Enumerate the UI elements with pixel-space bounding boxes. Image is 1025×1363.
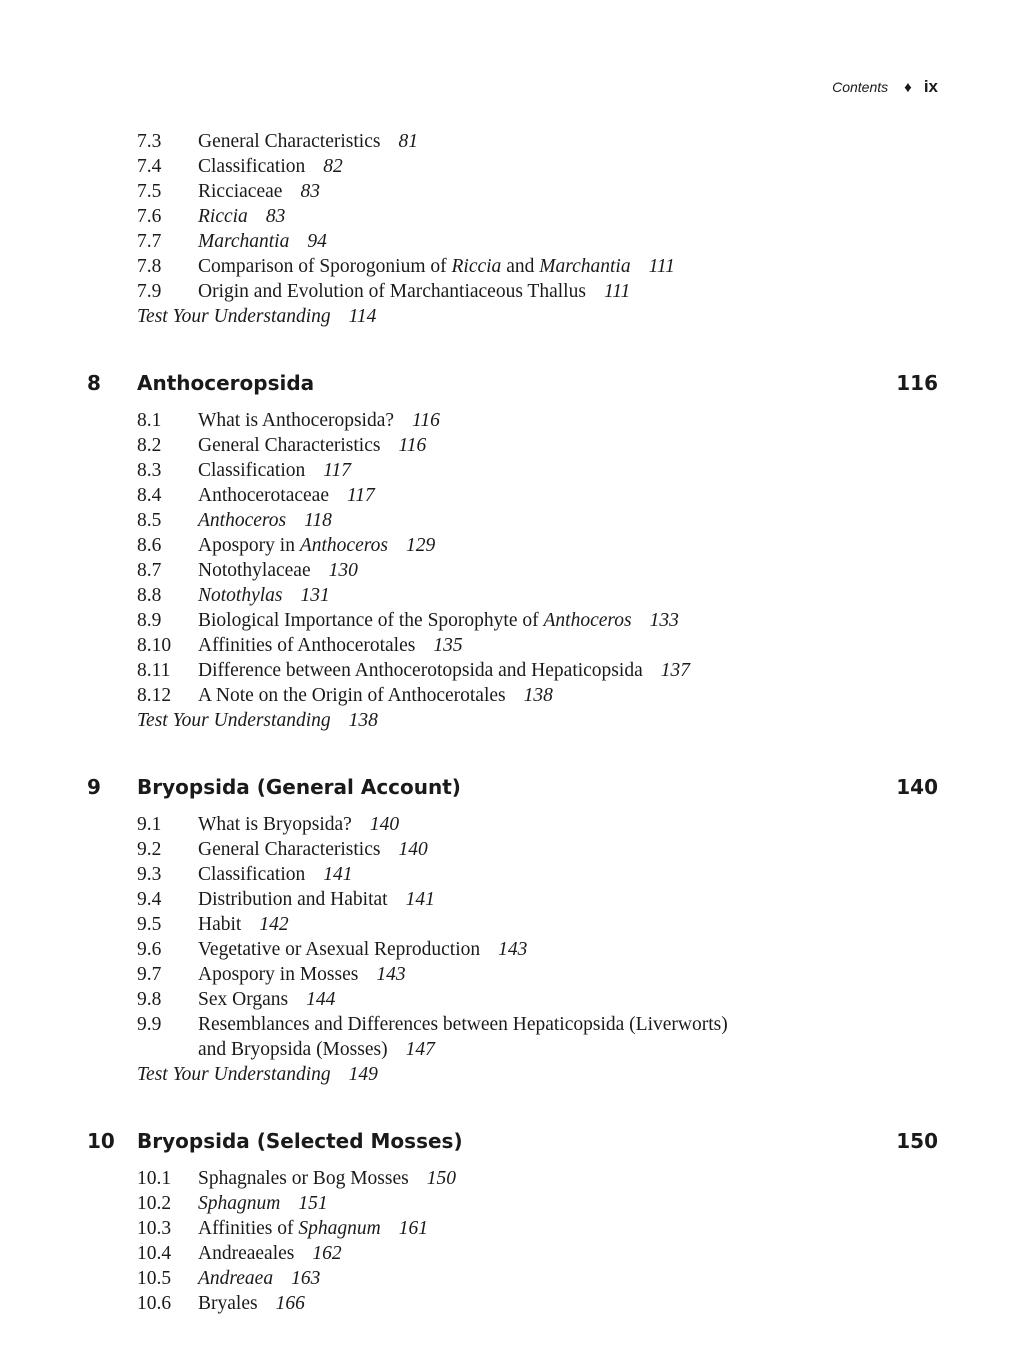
entry-page: 151 (298, 1193, 328, 1214)
entry-number: 10.2 (137, 1193, 172, 1214)
entry-number: 8.5 (137, 510, 162, 531)
toc-entry (137, 1166, 456, 1191)
entry-title: Affinities of (198, 1218, 299, 1239)
entry-page: 138 (523, 685, 553, 706)
entry-number: 8.9 (137, 610, 162, 631)
entry-title: Sphagnales or Bog Mosses (198, 1168, 409, 1189)
chapter-heading (87, 1127, 938, 1155)
toc-entry (137, 558, 358, 583)
entry-number: 9.2 (137, 839, 162, 860)
entry-title: What is Bryopsida? (198, 814, 352, 835)
toc-entry (137, 1216, 428, 1241)
running-head (832, 77, 938, 97)
entry-number: 8.3 (137, 460, 162, 481)
chapter-page: 116 (896, 371, 938, 395)
toc-entry (137, 254, 675, 279)
entry-page: 140 (369, 814, 400, 835)
entry-title: Origin and Evolution of Marchantiaceous Thallus (198, 281, 586, 302)
entry-title: Difference between Anthocerotopsida and Hepaticopsida (198, 660, 643, 681)
entry-title: General Characteristics (198, 435, 381, 456)
entry-number: 7.4 (137, 156, 162, 177)
entry-title: Anthoceros (543, 610, 632, 631)
toc-entry (198, 1037, 435, 1062)
entry-number: 8.6 (137, 535, 162, 556)
toc-entry (137, 658, 690, 683)
entry-number: 7.5 (137, 181, 162, 202)
entry-number: 8.10 (137, 635, 172, 656)
entry-page: 162 (312, 1243, 342, 1264)
entry-page: 166 (275, 1293, 305, 1314)
running-head-label: Contents (832, 79, 889, 95)
toc-entry (137, 683, 553, 708)
toc-entry (137, 154, 343, 179)
toc-entry (137, 812, 399, 837)
toc-entry (137, 912, 289, 937)
test-page: 138 (348, 710, 378, 731)
entry-page: 111 (603, 281, 631, 302)
entry-number: 7.8 (137, 256, 162, 277)
test-your-understanding (137, 1062, 378, 1087)
entry-number: 7.9 (137, 281, 162, 302)
entry-page: 83 (300, 181, 320, 202)
entry-page: 142 (259, 914, 289, 935)
toc-entry (137, 204, 285, 229)
toc-entry (137, 937, 527, 962)
diamond-icon: ♦ (904, 79, 912, 96)
toc-entry (137, 433, 426, 458)
entry-title: Classification (198, 864, 306, 885)
toc-entry (137, 483, 375, 508)
entry-page: 141 (323, 864, 353, 885)
entry-number: 9.8 (137, 989, 162, 1010)
entry-page: 143 (376, 964, 406, 985)
entry-title: Apospory in Mosses (198, 964, 359, 985)
entry-page: 82 (323, 156, 343, 177)
entry-page: 141 (405, 889, 435, 910)
test-your-understanding (137, 304, 376, 329)
toc-entry (137, 179, 320, 204)
entry-title: Andreaea (198, 1268, 274, 1289)
entry-title: Andreaeales (198, 1243, 295, 1264)
toc-entry (137, 279, 630, 304)
toc-entry (137, 583, 330, 608)
entry-page: 161 (398, 1218, 428, 1239)
test-your-understanding (137, 708, 378, 733)
entry-number: 10.4 (137, 1243, 172, 1264)
entry-number: 9.3 (137, 864, 162, 885)
entry-title: Riccia (451, 256, 502, 277)
entry-page: 118 (304, 510, 332, 531)
entry-page: 135 (433, 635, 463, 656)
entry-title: Anthoceros (198, 510, 287, 531)
entry-number: 9.6 (137, 939, 162, 960)
test-label: Test Your Understanding (137, 306, 331, 327)
entry-page: 150 (426, 1168, 456, 1189)
entry-title: Ricciaceae (198, 181, 283, 202)
entry-title: and Bryopsida (Mosses) (198, 1039, 388, 1060)
entry-number: 8.7 (137, 560, 162, 581)
entry-title: Sphagnum (198, 1193, 281, 1214)
entry-title: General Characteristics (198, 839, 381, 860)
entry-title: Anthocerotaceae (198, 485, 329, 506)
entry-title: and (501, 256, 540, 277)
entry-page: 117 (323, 460, 352, 481)
toc-entry (137, 129, 418, 154)
entry-title: General Characteristics (198, 131, 381, 152)
entry-page: 81 (398, 131, 418, 152)
entry-number: 10.6 (137, 1293, 172, 1314)
entry-number: 9.5 (137, 914, 162, 935)
entry-number: 10.5 (137, 1268, 172, 1289)
chapter-title: Bryopsida (Selected Mosses) (137, 1129, 463, 1153)
entry-title: Marchantia (539, 256, 631, 277)
entry-page: 163 (291, 1268, 321, 1289)
chapter-heading (87, 369, 938, 397)
toc-entry (137, 1191, 328, 1216)
entry-number: 10.1 (137, 1168, 172, 1189)
toc-entry (137, 862, 352, 887)
entry-title: Anthoceros (299, 535, 388, 556)
entry-page: 129 (405, 535, 436, 556)
entry-title: Notothylas (198, 585, 283, 606)
toc-entry (137, 508, 332, 533)
test-label: Test Your Understanding (137, 710, 331, 731)
entry-page: 117 (347, 485, 375, 506)
toc-entry (137, 408, 440, 433)
entry-number: 8.11 (137, 660, 171, 681)
entry-title: Vegetative or Asexual Reproduction (198, 939, 481, 960)
entry-page: 116 (412, 410, 440, 431)
entry-number: 9.4 (137, 889, 162, 910)
entry-page: 131 (300, 585, 330, 606)
entry-number: 7.6 (137, 206, 162, 227)
toc-entry (137, 229, 327, 254)
entry-page: 83 (265, 206, 286, 227)
toc-entry (137, 608, 679, 633)
entry-page: 143 (498, 939, 528, 960)
toc-entry (137, 1291, 305, 1316)
entry-number: 7.3 (137, 131, 162, 152)
entry-page: 111 (648, 256, 675, 277)
chapter-page: 140 (896, 775, 938, 799)
entry-title: Distribution and Habitat (198, 889, 388, 910)
entry-title: Sex Organs (198, 989, 289, 1010)
entry-title: Resemblances and Differences between Hepaticopsida (Liverworts) (198, 1014, 728, 1035)
test-label: Test Your Understanding (137, 1064, 331, 1085)
chapter-number: 10 (87, 1129, 115, 1153)
chapter-title: Bryopsida (General Account) (137, 775, 461, 799)
entry-number: 9.9 (137, 1014, 162, 1035)
toc-entry (137, 1266, 320, 1291)
entry-number: 9.1 (137, 814, 162, 835)
chapter-title: Anthoceropsida (137, 371, 315, 395)
test-page: 149 (348, 1064, 378, 1085)
entry-page: 144 (306, 989, 336, 1010)
entry-title: Riccia (198, 206, 248, 227)
toc-entry (137, 837, 428, 862)
entry-title: Sphagnum (298, 1218, 381, 1239)
entry-number: 8.2 (137, 435, 162, 456)
entry-page: 133 (649, 610, 679, 631)
chapter-page: 150 (896, 1129, 938, 1153)
entry-title: Bryales (198, 1293, 258, 1314)
entry-page: 140 (398, 839, 428, 860)
toc-entry (137, 987, 335, 1012)
entry-title: Notothylaceae (198, 560, 311, 581)
toc-entry (137, 1241, 342, 1266)
toc-entry (137, 962, 406, 987)
page-number: ix (923, 77, 938, 96)
entry-number: 8.8 (137, 585, 162, 606)
entry-title: Marchantia (198, 231, 290, 252)
entry-number: 7.7 (137, 231, 162, 252)
entry-title: Apospory in (198, 535, 300, 556)
entry-number: 8.4 (137, 485, 162, 506)
entry-page: 137 (660, 660, 690, 681)
entry-number: 9.7 (137, 964, 162, 985)
chapter-heading (87, 773, 938, 801)
entry-title: Affinities of Anthocerotales (198, 635, 416, 656)
chapter-number: 9 (87, 775, 101, 799)
entry-title: Biological Importance of the Sporophyte of (198, 610, 544, 631)
entry-title: Classification (198, 156, 306, 177)
entry-title: Classification (198, 460, 306, 481)
test-page: 114 (348, 306, 377, 327)
entry-number: 8.1 (137, 410, 162, 431)
chapter-number: 8 (87, 371, 101, 395)
toc-entry (137, 887, 435, 912)
entry-page: 147 (405, 1039, 435, 1060)
toc-entry (137, 633, 463, 658)
entry-number: 8.12 (137, 685, 172, 706)
entry-title: Comparison of Sporogonium of (198, 256, 452, 277)
toc-entry (137, 1012, 728, 1037)
entry-title: What is Anthoceropsida? (198, 410, 395, 431)
entry-title: Habit (198, 914, 242, 935)
toc-entry (137, 533, 435, 558)
entry-page: 130 (328, 560, 358, 581)
toc-entry (137, 458, 351, 483)
entry-number: 10.3 (137, 1218, 172, 1239)
entry-page: 94 (307, 231, 327, 252)
entry-page: 116 (398, 435, 427, 456)
entry-title: A Note on the Origin of Anthocerotales (198, 685, 506, 706)
